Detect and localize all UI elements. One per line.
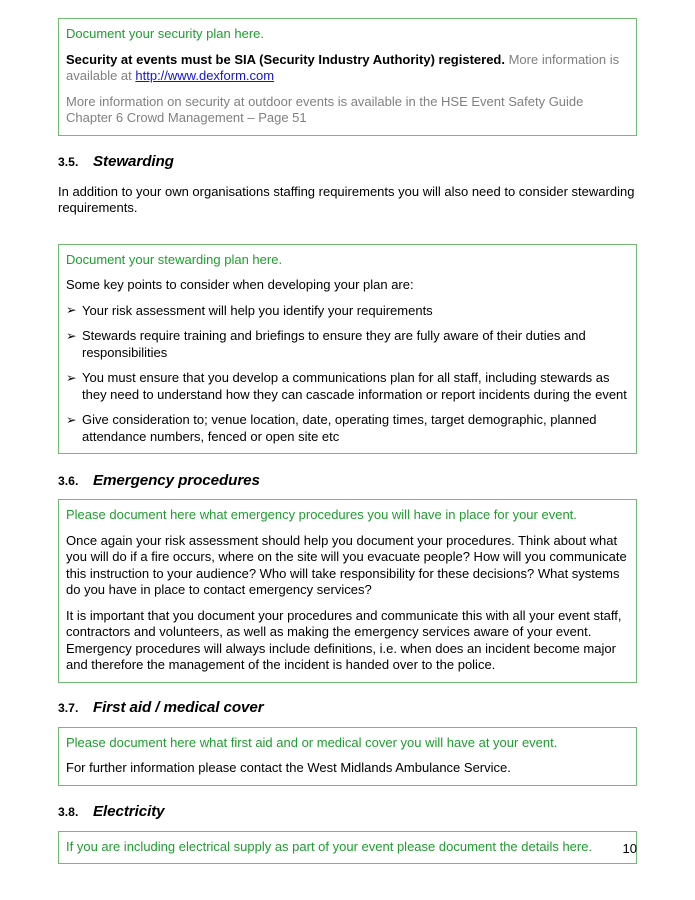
heading-3-8-number: 3.8. bbox=[58, 804, 79, 819]
first-aid-paragraph: For further information please contact the West Midlands Ambulance Service. bbox=[66, 760, 511, 775]
security-plan-box[interactable] bbox=[58, 18, 637, 136]
security-prompt-text: Document your security plan here. bbox=[66, 26, 264, 41]
list-item bbox=[66, 412, 630, 445]
page-number: 10 bbox=[622, 841, 637, 856]
security-more-info-text: More information is available at bbox=[66, 51, 620, 83]
heading-3-5-title: Stewarding bbox=[93, 152, 174, 170]
heading-3-7-first-aid bbox=[58, 699, 637, 716]
heading-3-6-title: Emergency procedures bbox=[93, 472, 260, 489]
security-sia-bold-text: Security at events must be SIA (Security Industry Authority) registered. bbox=[66, 51, 505, 67]
stewarding-prompt-text: Document your stewarding plan here. bbox=[66, 251, 283, 267]
list-item-label: You must ensure that you develop a communications plan for all staff, including stewards as they need to understand how they can cascade information or report incidents during the event bbox=[82, 370, 627, 402]
arrow-bullet-icon: ➢ bbox=[66, 328, 77, 343]
spacer bbox=[58, 820, 637, 831]
list-item-label: Stewards require training and briefings to ensure they are fully aware of their duties and responsibilities bbox=[82, 328, 586, 360]
emergency-prompt-text: Please document here what emergency procedures you will have in place for your event. bbox=[66, 507, 577, 522]
heading-3-8-electricity bbox=[58, 803, 637, 820]
list-item bbox=[66, 328, 630, 361]
list-item-label: Give consideration to; venue location, date, operating times, target demographic, planned attendance numbers, fenced or open site etc bbox=[82, 412, 597, 444]
emergency-paragraph-1: Once again your risk assessment should help you document your procedures. Think about what you will do if a fire occurs, where on the site will you evacuate people? How will you communicate this instruction to your audience? Who will take responsibility for these decisions? What systems do you have in place to contact emergency services? bbox=[66, 532, 627, 597]
first-aid-box[interactable] bbox=[58, 727, 637, 786]
heading-3-7-number: 3.7. bbox=[58, 700, 79, 715]
stewarding-plan-box[interactable] bbox=[58, 244, 637, 455]
spacer bbox=[58, 217, 637, 244]
spacer bbox=[58, 136, 637, 153]
list-item-label: Your risk assessment will help you identify your requirements bbox=[82, 302, 433, 318]
spacer bbox=[58, 683, 637, 699]
security-sia-paragraph bbox=[66, 52, 630, 85]
first-aid-prompt-text: Please document here what first aid and or medical cover you will have at your event. bbox=[66, 734, 558, 750]
list-item bbox=[66, 303, 630, 320]
security-hse-reference-text: More information on security at outdoor events is available in the HSE Event Safety Guide Chapter 6 Crowd Management – Page 51 bbox=[66, 93, 584, 125]
arrow-bullet-icon: ➢ bbox=[66, 303, 77, 317]
heading-3-8-title: Electricity bbox=[93, 802, 165, 820]
stewarding-keypoints-intro: Some key points to consider when developing your plan are: bbox=[66, 277, 414, 292]
arrow-bullet-icon: ➢ bbox=[66, 412, 77, 427]
stewarding-intro-paragraph: In addition to your own organisations staffing requirements you will also need to consider stewarding requirements. bbox=[58, 183, 635, 215]
spacer bbox=[58, 716, 637, 727]
heading-3-6-emergency-procedures bbox=[58, 472, 637, 489]
heading-3-7-title: First aid / medical cover bbox=[93, 698, 264, 716]
arrow-bullet-icon: ➢ bbox=[66, 370, 77, 385]
heading-3-5-number: 3.5. bbox=[58, 154, 79, 169]
emergency-procedures-box[interactable] bbox=[58, 499, 637, 683]
stewarding-bullet-list bbox=[66, 303, 630, 446]
spacer bbox=[58, 489, 637, 499]
spacer bbox=[58, 454, 637, 472]
electricity-prompt-text: If you are including electrical supply as part of your event please document the details here. bbox=[66, 838, 593, 854]
spacer bbox=[58, 170, 637, 184]
electricity-box[interactable] bbox=[58, 831, 637, 865]
heading-3-5-stewarding bbox=[58, 153, 637, 170]
spacer bbox=[58, 786, 637, 803]
dexform-link[interactable]: http://www.dexform.com bbox=[135, 68, 275, 83]
list-item bbox=[66, 370, 630, 403]
emergency-paragraph-2: It is important that you document your procedures and communicate this with all your event staff, contractors and volunteers, as well as making the emergency services aware of your event. Emergency procedures will always include definitions, i.e. when does an incident become major and therefore the management of the incident is handed over to the police. bbox=[66, 607, 622, 672]
heading-3-6-number: 3.6. bbox=[58, 474, 79, 488]
